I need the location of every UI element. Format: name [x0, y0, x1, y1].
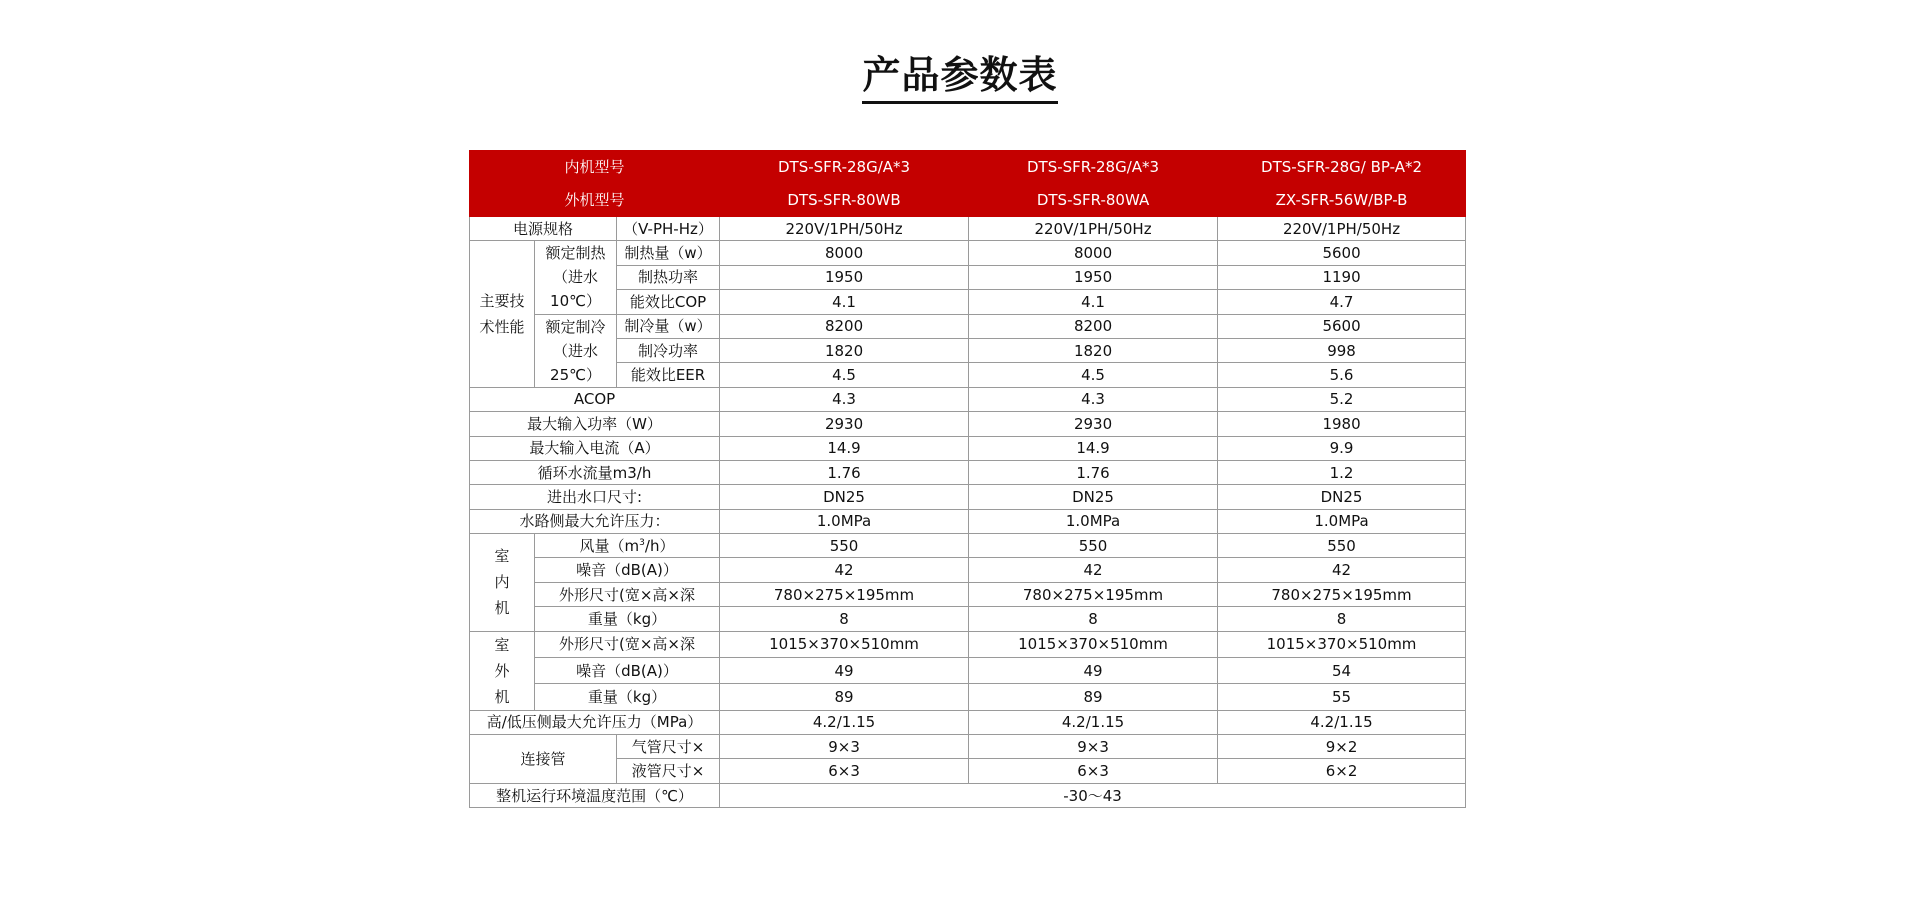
- table-cell: 14.9: [720, 436, 969, 460]
- row-sublabel: 能效比COP: [617, 290, 720, 314]
- row-label: 电源规格: [470, 217, 617, 241]
- table-row: [470, 460, 1466, 484]
- table-row: [470, 534, 1466, 558]
- table-cell: 8: [1218, 607, 1466, 631]
- table-row: [470, 558, 1466, 582]
- table-cell: 4.1: [720, 290, 969, 314]
- table-cell: 4.2/1.15: [1218, 710, 1466, 734]
- table-cell: 9×3: [720, 735, 969, 759]
- table-cell: 1015×370×510mm: [1218, 631, 1466, 657]
- table-cell: 6×2: [1218, 759, 1466, 783]
- row-label: 进出水口尺寸:: [470, 485, 720, 509]
- table-row: [470, 607, 1466, 631]
- table-row: [470, 314, 1466, 338]
- table-cell: 780×275×195mm: [1218, 582, 1466, 606]
- table-cell: 998: [1218, 338, 1466, 362]
- table-row: [470, 509, 1466, 533]
- spec-table: [469, 150, 1466, 808]
- indoor-model-3: DTS-SFR-28G/ BP-A*2: [1218, 151, 1466, 184]
- table-cell: 1820: [969, 338, 1218, 362]
- table-row: [470, 783, 1466, 807]
- table-cell: DN25: [969, 485, 1218, 509]
- table-cell: 8200: [720, 314, 969, 338]
- table-row: [470, 582, 1466, 606]
- row-label: 最大输入功率（W）: [470, 412, 720, 436]
- table-cell: 42: [1218, 558, 1466, 582]
- table-cell: 5600: [1218, 241, 1466, 265]
- header-row-indoor: [470, 151, 1466, 184]
- table-row: [470, 735, 1466, 759]
- table-cell: 9.9: [1218, 436, 1466, 460]
- airflow-label-unit: /h）: [644, 536, 675, 555]
- outdoor-model-label: 外机型号: [470, 184, 720, 217]
- airflow-label-text: 风量（m: [579, 536, 640, 555]
- table-cell: 1.2: [1218, 460, 1466, 484]
- indoor-model-2: DTS-SFR-28G/A*3: [969, 151, 1218, 184]
- table-cell: 1190: [1218, 265, 1466, 289]
- table-cell: DN25: [1218, 485, 1466, 509]
- row-label: 重量（kg）: [535, 607, 720, 631]
- row-label: 外形尺寸(宽×高×深: [535, 582, 720, 606]
- table-cell: 9×2: [1218, 735, 1466, 759]
- connecting-pipe-label: 连接管: [470, 735, 617, 784]
- table-cell: 55: [1218, 684, 1466, 710]
- cool-group-label: 额定制冷（进水25℃）: [535, 314, 617, 387]
- outdoor-unit-label: 室外机: [470, 631, 535, 710]
- table-row: [470, 241, 1466, 265]
- table-cell: 8000: [720, 241, 969, 265]
- table-cell: 1.76: [720, 460, 969, 484]
- table-cell: 1.0MPa: [969, 509, 1218, 533]
- table-cell: 1980: [1218, 412, 1466, 436]
- indoor-unit-label: 室内机: [470, 534, 535, 632]
- row-sublabel: 能效比EER: [617, 363, 720, 387]
- row-label: 高/低压侧最大允许压力（MPa）: [470, 710, 720, 734]
- outdoor-model-3: ZX-SFR-56W/BP-B: [1218, 184, 1466, 217]
- table-cell: 1950: [969, 265, 1218, 289]
- table-row: [470, 290, 1466, 314]
- table-cell: -30～43: [720, 783, 1466, 807]
- row-label: 水路侧最大允许压力：: [470, 509, 720, 533]
- table-row: [470, 485, 1466, 509]
- row-label: ACOP: [470, 387, 720, 411]
- row-label: 整机运行环境温度范围（℃）: [470, 783, 720, 807]
- table-cell: 780×275×195mm: [720, 582, 969, 606]
- outdoor-model-2: DTS-SFR-80WA: [969, 184, 1218, 217]
- table-cell: 8: [720, 607, 969, 631]
- table-row: [470, 387, 1466, 411]
- table-cell: 4.5: [969, 363, 1218, 387]
- indoor-model-1: DTS-SFR-28G/A*3: [720, 151, 969, 184]
- row-label: [535, 534, 720, 558]
- table-cell: DN25: [720, 485, 969, 509]
- table-cell: 5600: [1218, 314, 1466, 338]
- table-cell: 89: [720, 684, 969, 710]
- table-cell: 54: [1218, 657, 1466, 683]
- table-cell: 8000: [969, 241, 1218, 265]
- table-cell: 6×3: [720, 759, 969, 783]
- row-label: 最大输入电流（A）: [470, 436, 720, 460]
- row-sublabel: 制冷功率: [617, 338, 720, 362]
- table-row: [470, 217, 1466, 241]
- table-row: [470, 631, 1466, 657]
- table-row: [470, 412, 1466, 436]
- table-row: [470, 759, 1466, 783]
- page-title: 产品参数表: [862, 44, 1057, 104]
- table-cell: 49: [969, 657, 1218, 683]
- outdoor-model-1: DTS-SFR-80WB: [720, 184, 969, 217]
- table-row: [470, 710, 1466, 734]
- table-cell: 8200: [969, 314, 1218, 338]
- row-label: 噪音（dB(A)）: [535, 558, 720, 582]
- table-cell: 1015×370×510mm: [720, 631, 969, 657]
- table-cell: 550: [969, 534, 1218, 558]
- table-cell: 4.2/1.15: [969, 710, 1218, 734]
- heat-group-label: 额定制热（进水10℃）: [535, 241, 617, 314]
- row-sublabel: 气管尺寸×: [617, 735, 720, 759]
- table-row: [470, 684, 1466, 710]
- airflow-label-sup: 3: [639, 537, 645, 548]
- table-cell: 220V/1PH/50Hz: [720, 217, 969, 241]
- row-sublabel: 制热量（w）: [617, 241, 720, 265]
- table-cell: 2930: [720, 412, 969, 436]
- table-cell: 9×3: [969, 735, 1218, 759]
- table-row: [470, 338, 1466, 362]
- row-sublabel: 制冷量（w）: [617, 314, 720, 338]
- table-row: [470, 436, 1466, 460]
- table-row: [470, 363, 1466, 387]
- table-cell: 4.3: [969, 387, 1218, 411]
- table-cell: 42: [720, 558, 969, 582]
- row-label: 重量（kg）: [535, 684, 720, 710]
- row-sublabel: 液管尺寸×: [617, 759, 720, 783]
- table-cell: 14.9: [969, 436, 1218, 460]
- row-label: 外形尺寸(宽×高×深: [535, 631, 720, 657]
- indoor-model-label: 内机型号: [470, 151, 720, 184]
- row-sublabel: 制热功率: [617, 265, 720, 289]
- table-cell: 1.0MPa: [720, 509, 969, 533]
- header-row-outdoor: [470, 184, 1466, 217]
- table-cell: 1.0MPa: [1218, 509, 1466, 533]
- table-cell: 550: [1218, 534, 1466, 558]
- table-cell: 220V/1PH/50Hz: [969, 217, 1218, 241]
- table-cell: 1820: [720, 338, 969, 362]
- table-cell: 5.6: [1218, 363, 1466, 387]
- table-cell: 1950: [720, 265, 969, 289]
- table-cell: 1015×370×510mm: [969, 631, 1218, 657]
- table-cell: 1.76: [969, 460, 1218, 484]
- table-cell: 550: [720, 534, 969, 558]
- row-label: 噪音（dB(A)）: [535, 657, 720, 683]
- table-cell: 220V/1PH/50Hz: [1218, 217, 1466, 241]
- table-cell: 2930: [969, 412, 1218, 436]
- table-cell: 4.7: [1218, 290, 1466, 314]
- table-cell: 4.1: [969, 290, 1218, 314]
- table-cell: 89: [969, 684, 1218, 710]
- main-performance-label: 主要技术性能: [470, 241, 535, 387]
- table-cell: 4.3: [720, 387, 969, 411]
- row-sublabel: （V-PH-Hz）: [617, 217, 720, 241]
- table-row: [470, 265, 1466, 289]
- table-cell: 8: [969, 607, 1218, 631]
- title-wrap: [0, 44, 1920, 104]
- table-cell: 42: [969, 558, 1218, 582]
- row-label: 循环水流量m3/h: [470, 460, 720, 484]
- table-cell: 49: [720, 657, 969, 683]
- table-cell: 780×275×195mm: [969, 582, 1218, 606]
- table-cell: 4.2/1.15: [720, 710, 969, 734]
- table-cell: 4.5: [720, 363, 969, 387]
- table-cell: 6×3: [969, 759, 1218, 783]
- table-cell: 5.2: [1218, 387, 1466, 411]
- table-row: [470, 657, 1466, 683]
